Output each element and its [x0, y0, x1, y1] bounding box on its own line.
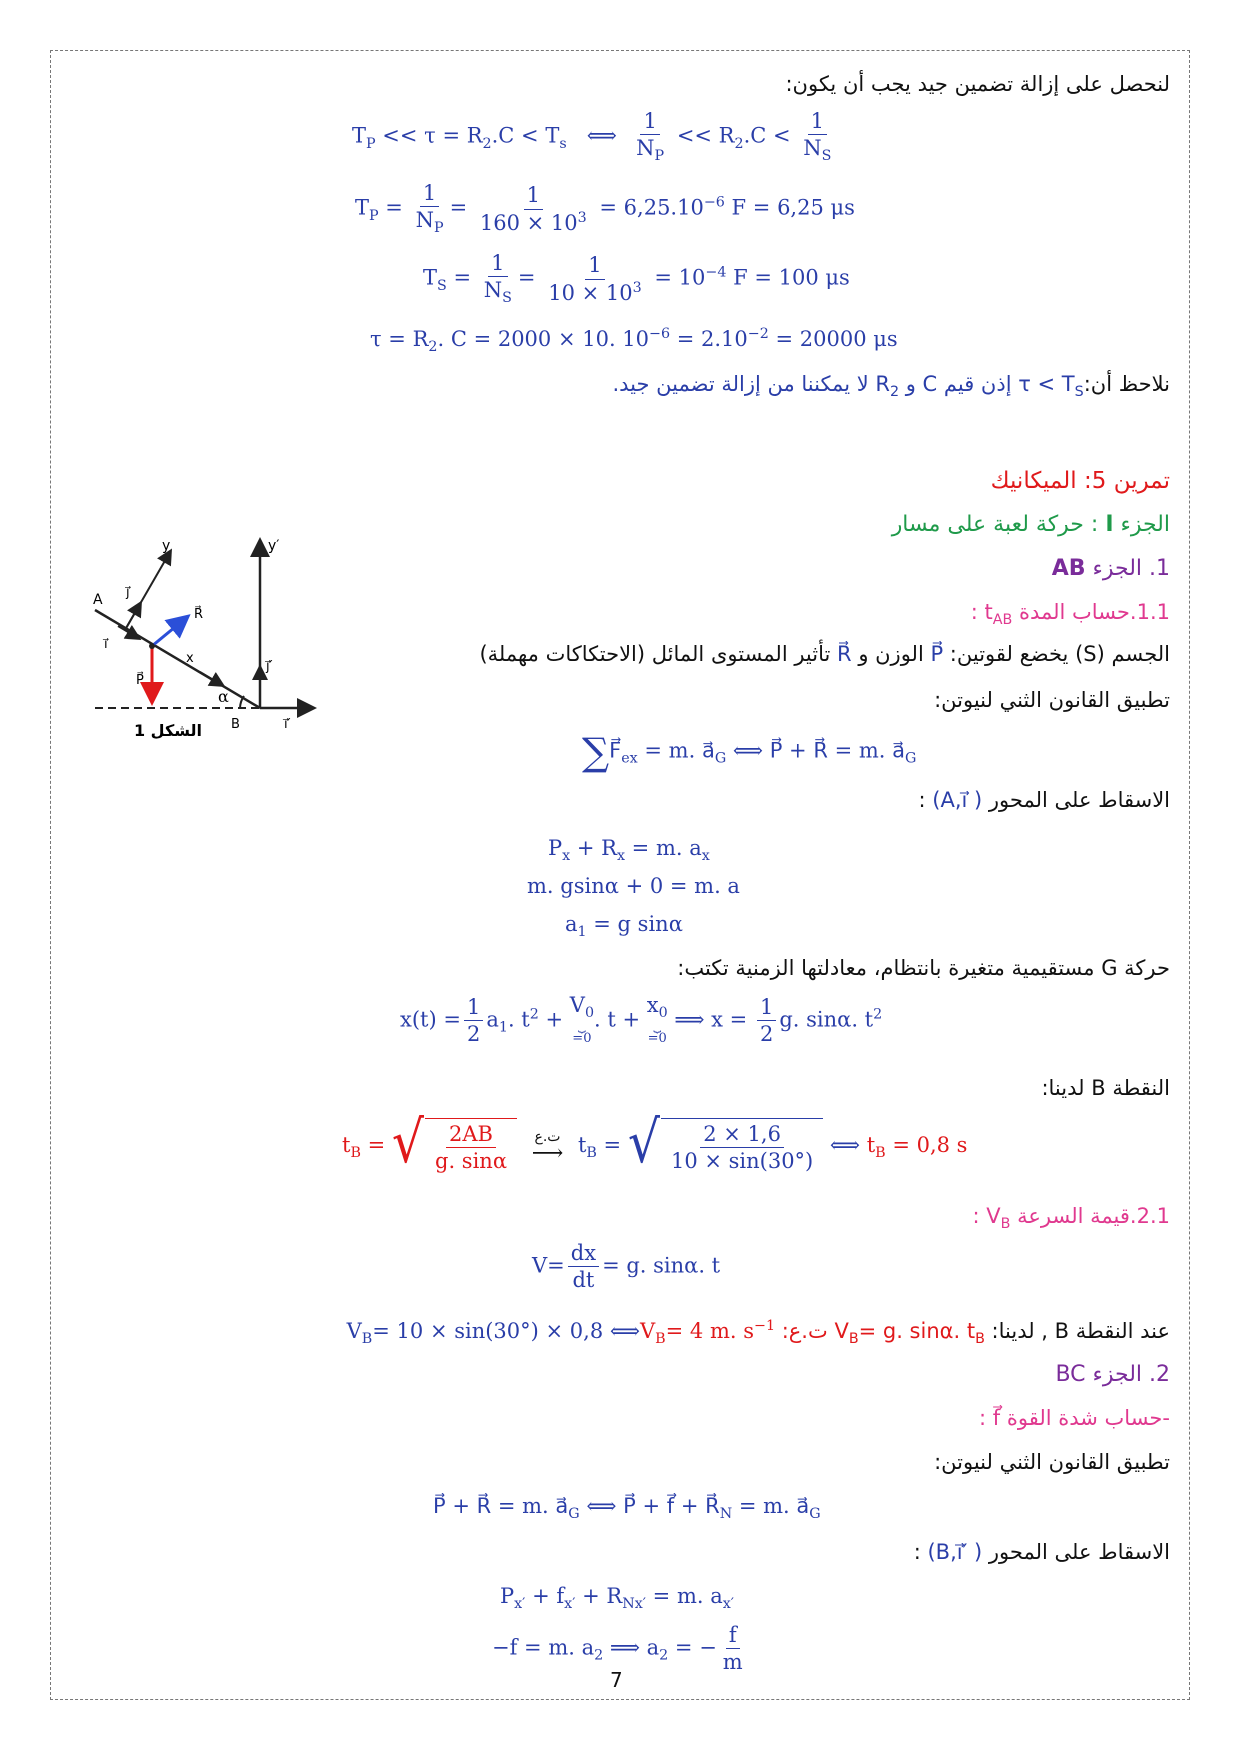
equation-v: V= $\frac{dx}{dt}$ = g. sinα. t [532, 1241, 721, 1293]
equation-ts: $T_S$ = $\frac{1}{N_S}$ = $\frac{1}{10 \times 10^3}$ = $10^{-4}$ F = 100 μs [423, 251, 850, 307]
label-p: P⃗ [136, 673, 144, 688]
equation-condition: $T_P << \tau = R_2.C < T_s$ ⟺ $\frac{1}{N_P}$ << $R_2.C$ < $\frac{1}{N_S}$ [352, 109, 832, 165]
equation-newton: $\sum F⃗_{ex} = m$. $a⃗_G$ ⟺ P⃗ + R⃗ = m. $a⃗_G$ [582, 730, 917, 774]
motion-text: حركة G مستقيمية متغيرة بانتظام، معادلتها الزمنية تكتب: [677, 956, 1170, 980]
section-ab-title: 1. الجزء AB [1051, 556, 1170, 581]
equation-mg: m. gsinα + 0 = m. a [527, 874, 740, 898]
vb-line: عند النقطة B , لدينا: $V_B= g$. sinα. $t_B$ ت.ع: $V_B= 10 \times \sin(30^\circ) \times 0,8$ $⟺V_B= 4$ m. $s^{-1}$ [346, 1318, 1170, 1348]
point-b-text: النقطة B لدينا: [1041, 1076, 1170, 1100]
newton-law-text: تطبيق القانون الثني لنيوتن: [934, 688, 1170, 712]
label-x: x [186, 651, 194, 666]
equation-px: $P_x + R_x = m$. $a_x$ [548, 836, 710, 865]
label-a: A [93, 592, 103, 608]
label-b: B [231, 717, 240, 732]
label-i: i⃗ [104, 637, 108, 652]
page-number: 7 [610, 1668, 623, 1692]
body-forces: الجسم (S) يخضع لقوتين: P⃗ الوزن و R⃗ تأثير المستوى المائل (الاحتكاكات مهملة) [479, 642, 1170, 666]
equation-newton-2: P⃗ + R⃗ = m. $a⃗_G$ ⟺ P⃗ + f⃗ + $R⃗_N = m$. $a⃗_G$ [433, 1494, 821, 1523]
label-r: R⃗ [194, 607, 204, 622]
newton-law-text-2: تطبيق القانون الثني لنيوتن: [934, 1450, 1170, 1474]
equation-tp: $T_P$ = $\frac{1}{N_P}$ = $\frac{1}{160 \times 10^3}$ = $6,25.10^{-6}$ F = 6,25 μs [355, 181, 855, 237]
exercise-title: تمرين 5: الميكانيك [990, 468, 1170, 494]
label-alpha: α [218, 687, 229, 706]
equation-f: −f = m. $a_2$ ⟹ $a_2$ = − $\frac{f}{m}$ [492, 1623, 743, 1675]
equation-tb: $t_B$ = √ $\frac{2AB}{g. \sin\alpha}$ ت.ع ⟶ $t_B$ = √ $\frac{2 \times 1,6}{10 \times \sin(30^\circ)}$ ⟺ $t_B = 0,8$ s [342, 1108, 968, 1176]
section-bc-title: 2. الجزء BC [1055, 1362, 1170, 1387]
equation-a1: $a_1 = g$ sinα [565, 912, 683, 941]
vector-r [152, 618, 186, 646]
incline-figure [90, 530, 320, 760]
subsection-2-1: 2.1.قيمة السرعة $V_B$ : [972, 1204, 1170, 1233]
vector-i [118, 626, 138, 638]
equation-xt: x(t) = $\frac{1}{2}$ $a_1$. $t^2$ + $V_0$ ⏟ =0 . t + $x_0$ ⏟ =0 ⟹ x = $\frac{1}{2}$ g. sinα. $t^2$ [400, 993, 883, 1047]
figure-caption: الشكل 1 [133, 721, 203, 740]
axis-x-arrow [200, 672, 222, 685]
projection-text: الاسقاط على المحور (A,ı⃗ ) : [918, 788, 1170, 812]
part-one-title: الجزء I : حركة لعبة على مسار [891, 512, 1170, 537]
label-y: y [162, 538, 171, 554]
subsection-1-1: 1.1.حساب المدة $t_{AB}$ : [970, 600, 1170, 629]
equation-pxp: $P_{x'} + f_{x'} + R_{Nx'} = m$. $a_{x'}$ [500, 1584, 735, 1613]
label-i-prime: i⃗′ [284, 717, 291, 732]
equation-tau: $\tau = R_2$. C = 2000 × 10. $10^{-6} = 2.10^{-2} = 20000$ μs [370, 326, 898, 356]
vector-j [125, 604, 140, 630]
label-j: j⃗ [126, 585, 130, 600]
note-text: نلاحظ أن:τ < $T_S$ إذن قيم C و $R_2$ لا يمكننا من إزالة تضمين جيد. [612, 372, 1170, 401]
body-point [149, 643, 155, 649]
label-j-prime: j⃗′ [266, 659, 273, 674]
subsection-force-f: -حساب شدة القوة f⃗ : [979, 1406, 1170, 1430]
projection-text-2: الاسقاط على المحور (B,ı⃗′ ) : [913, 1540, 1170, 1564]
label-y-prime: y′ [268, 538, 280, 554]
intro-text: لنحصل على إزالة تضمين جيد يجب أن يكون: [785, 72, 1170, 96]
